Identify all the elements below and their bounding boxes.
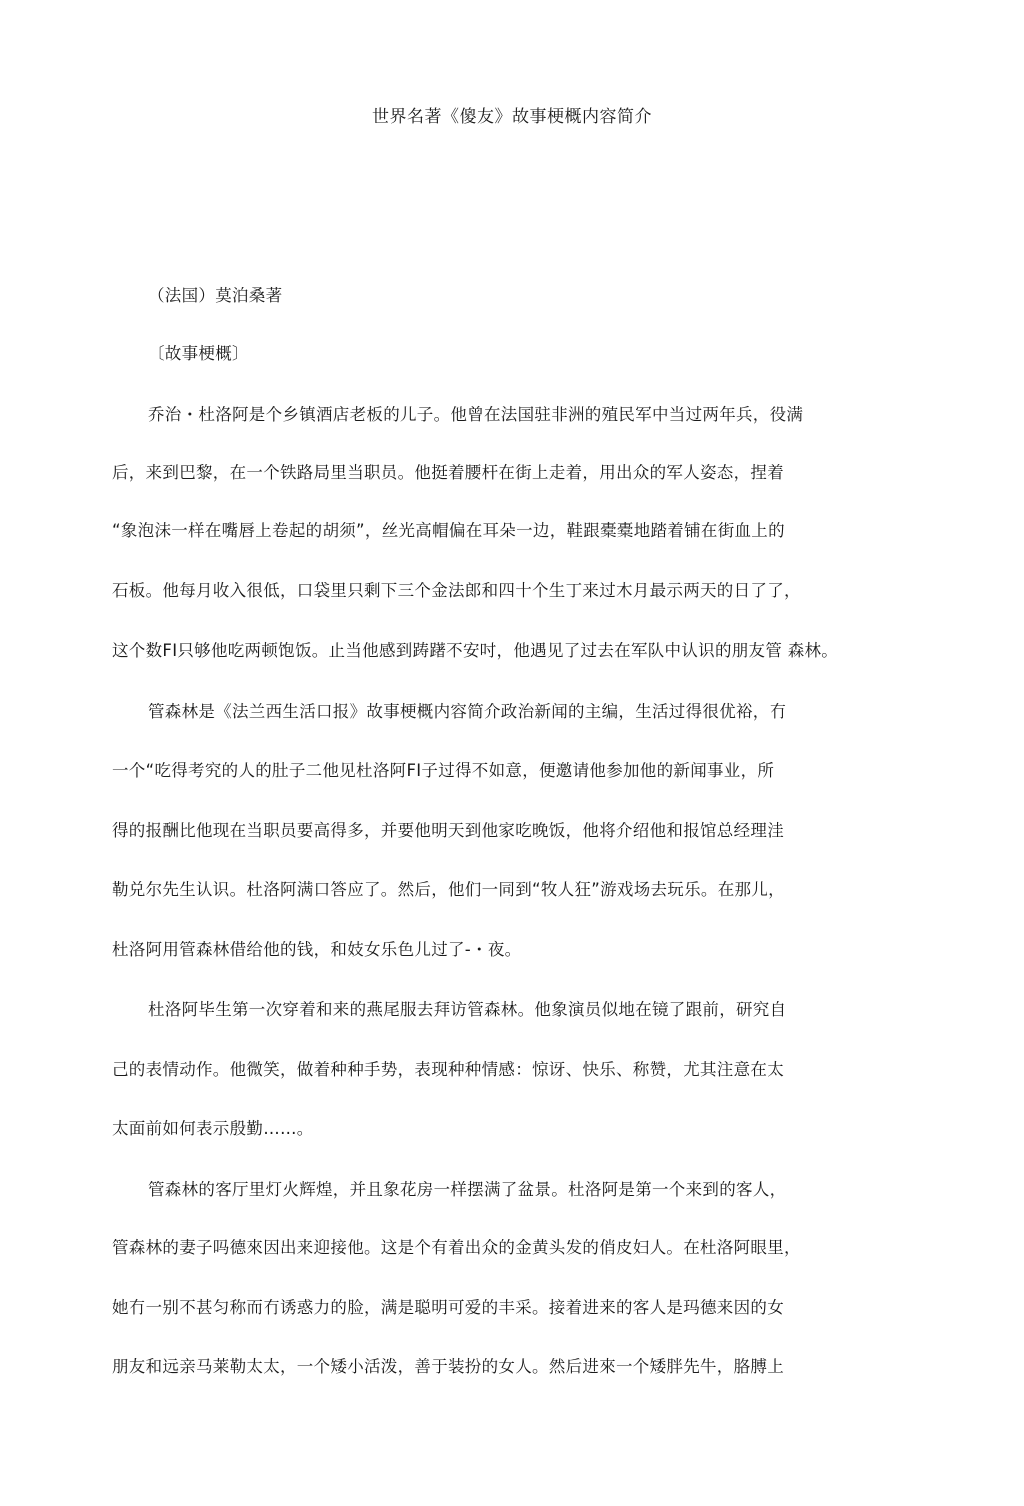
paragraph-line: 朋友和远亲马莱勒太太，一个矮小活泼，善于装扮的女人。然后进來一个矮胖先牛，胳膊上 (112, 1357, 784, 1376)
document-title: 世界名著《傻友》故事梗概内容简介 (372, 107, 652, 127)
paragraph-line: 太面前如何表示殷勤……。 (112, 1119, 314, 1138)
paragraph-line: 后，来到巴黎，在一个铁路局里当职员。他挺着腰杆在街上走着，用出众的军人姿态，捏着 (112, 463, 784, 482)
paragraph-line: 杜洛阿用管森林借给他的钱，和妓女乐色儿过了-・夜。 (112, 940, 522, 959)
paragraph-line: 己的表情动作。他微笑，做着种种手势，表现种种情感：惊讶、快乐、称赞，尤其注意在太 (112, 1060, 784, 1079)
author-line: （法国）莫泊桑著 (148, 286, 283, 305)
paragraph-line: 勒兑尔先生认识。杜洛阿满口答应了。然后，他们一同到“牧人狂”游戏场去玩乐。在那儿， (112, 880, 785, 899)
paragraph-line: 乔治・杜洛阿是个乡镇酒店老板的儿子。他曾在法国驻非洲的殖民军中当过两年兵，役满 (148, 405, 804, 424)
paragraph-line: 管森林的妻子吗德來因出来迎接他。这是个有着出众的金黄头发的俏皮妇人。在杜洛阿眼里， (112, 1238, 801, 1257)
paragraph-line: 得的报酬比他现在当职员要高得多，并要他明天到他家吃晚饭，他将介绍他和报馆总经理洼 (112, 821, 784, 840)
paragraph-line: 管森林是《法兰西生活口报》故事梗概内容简介政治新闻的主编，生活过得很优裕，冇 (148, 702, 787, 721)
paragraph-line: 管森林的客厅里灯火辉煌，并且象花房一样摆满了盆景。杜洛阿是第一个来到的客人， (148, 1180, 787, 1199)
section-heading: 〔故事梗概〕 (148, 344, 249, 363)
paragraph-line: 一个“吃得考究的人的肚子二他见杜洛阿FI子过得不如意，便邀请他参加他的新闻事业，所 (112, 761, 775, 780)
paragraph-line: 杜洛阿毕生第一次穿着和来的燕尾服去拜访管森林。他象演员似地在镜了跟前，研究自 (148, 1000, 787, 1019)
paragraph-line: “象泡沫一样在嘴唇上卷起的胡须”，丝光高帽偏在耳朵一边，鞋跟橐橐地踏着铺在街血上的 (112, 521, 785, 540)
paragraph-line: 她冇一别不甚匀称而冇诱惑力的脸，满是聪明可爱的丰采。接着进来的客人是玛德来因的女 (112, 1298, 784, 1317)
paragraph-line: 这个数FI只够他吃两顿饱饭。止当他感到踌躇不安吋，他遇见了过去在军队中认识的朋友管 森林。 (112, 641, 839, 660)
paragraph-line: 石板。他每月收入很低，口袋里只剩下三个金法郎和四十个生丁来过木月最示两天的日了了， (112, 581, 801, 600)
